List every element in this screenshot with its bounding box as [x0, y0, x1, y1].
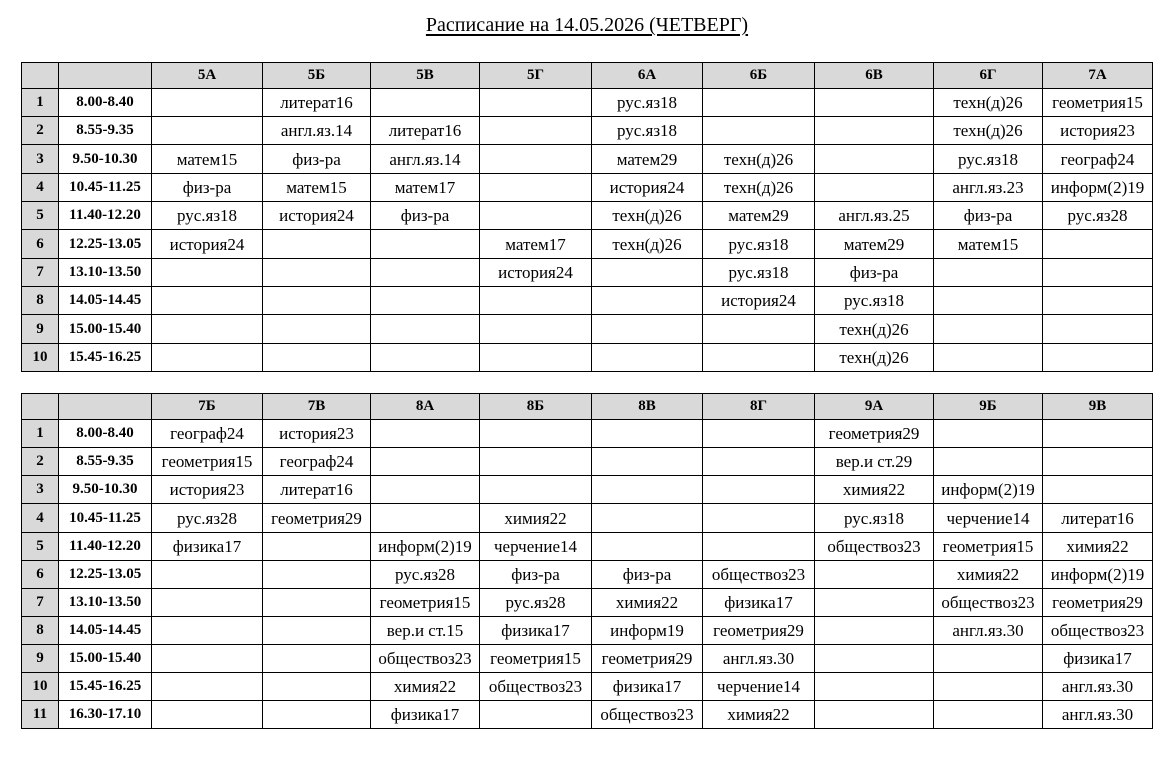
lesson-cell: англ.яз.25: [815, 202, 934, 230]
lesson-cell: [592, 420, 703, 448]
table-row: [22, 344, 1153, 372]
lesson-cell: [371, 287, 480, 315]
lesson-time: 9.50-10.30: [59, 476, 152, 504]
class-header: 5А: [152, 63, 263, 89]
lesson-cell: рус.яз18: [592, 117, 703, 145]
class-header: 7В: [263, 394, 371, 420]
lesson-cell: физика17: [592, 673, 703, 701]
class-header: 6А: [592, 63, 703, 89]
schedule-table-2: [21, 393, 1153, 729]
lesson-cell: информ(2)19: [371, 533, 480, 561]
lesson-cell: матем15: [934, 230, 1043, 259]
lesson-cell: обществоз23: [480, 673, 592, 701]
lesson-cell: рус.яз18: [703, 230, 815, 259]
lesson-cell: [263, 701, 371, 729]
lesson-number: 11: [22, 701, 59, 729]
lesson-cell: химия22: [1043, 533, 1153, 561]
lesson-time: 10.45-11.25: [59, 504, 152, 533]
lesson-cell: рус.яз28: [152, 504, 263, 533]
lesson-cell: [263, 561, 371, 589]
lesson-cell: [263, 617, 371, 645]
lesson-cell: геометрия15: [152, 448, 263, 476]
lesson-cell: [815, 589, 934, 617]
lesson-cell: информ(2)19: [1043, 174, 1153, 202]
lesson-time: 14.05-14.45: [59, 617, 152, 645]
page-title-text: Расписание на 14.05.2026 (ЧЕТВЕРГ): [425, 14, 749, 36]
lesson-cell: [371, 448, 480, 476]
lesson-number: 6: [22, 561, 59, 589]
lesson-cell: обществоз23: [815, 533, 934, 561]
header-blank-cell: [22, 394, 59, 420]
lesson-cell: [815, 174, 934, 202]
lesson-cell: матем17: [371, 174, 480, 202]
lesson-cell: история24: [703, 287, 815, 315]
lesson-cell: [152, 287, 263, 315]
lesson-cell: [263, 673, 371, 701]
lesson-number: 1: [22, 89, 59, 117]
lesson-number: 10: [22, 673, 59, 701]
class-header: 8Г: [703, 394, 815, 420]
lesson-cell: история23: [263, 420, 371, 448]
lesson-cell: [934, 259, 1043, 287]
lesson-number: 5: [22, 533, 59, 561]
class-header: 6Г: [934, 63, 1043, 89]
lesson-time: 13.10-13.50: [59, 259, 152, 287]
lesson-cell: [263, 230, 371, 259]
lesson-cell: [371, 259, 480, 287]
lesson-cell: географ24: [263, 448, 371, 476]
lesson-cell: геометрия29: [592, 645, 703, 673]
class-header: 5В: [371, 63, 480, 89]
lesson-time: 13.10-13.50: [59, 589, 152, 617]
table-row: [22, 259, 1153, 287]
lesson-cell: [263, 315, 371, 344]
lesson-cell: физ-ра: [152, 174, 263, 202]
lesson-cell: техн(д)26: [934, 117, 1043, 145]
lesson-cell: геометрия29: [815, 420, 934, 448]
lesson-time: 8.55-9.35: [59, 117, 152, 145]
lesson-number: 6: [22, 230, 59, 259]
lesson-number: 1: [22, 420, 59, 448]
lesson-time: 15.00-15.40: [59, 315, 152, 344]
lesson-cell: геометрия15: [371, 589, 480, 617]
lesson-cell: [703, 533, 815, 561]
schedule-table-1: [21, 62, 1153, 372]
lesson-cell: литерат16: [263, 476, 371, 504]
lesson-cell: [1043, 287, 1153, 315]
lesson-cell: [152, 259, 263, 287]
lesson-cell: геометрия15: [1043, 89, 1153, 117]
lesson-cell: [152, 89, 263, 117]
lesson-cell: [480, 476, 592, 504]
lesson-cell: [934, 315, 1043, 344]
lesson-cell: черчение14: [703, 673, 815, 701]
lesson-cell: техн(д)26: [592, 230, 703, 259]
table-row: [22, 504, 1153, 533]
lesson-cell: географ24: [1043, 145, 1153, 174]
lesson-cell: литерат16: [263, 89, 371, 117]
lesson-cell: история24: [480, 259, 592, 287]
lesson-cell: англ.яз.14: [371, 145, 480, 174]
lesson-time: 14.05-14.45: [59, 287, 152, 315]
lesson-cell: [480, 145, 592, 174]
table-row: [22, 589, 1153, 617]
class-header: 8В: [592, 394, 703, 420]
lesson-cell: рус.яз28: [371, 561, 480, 589]
lesson-cell: литерат16: [371, 117, 480, 145]
lesson-cell: [152, 117, 263, 145]
lesson-cell: геометрия29: [1043, 589, 1153, 617]
table-row: [22, 533, 1153, 561]
class-header: 5Г: [480, 63, 592, 89]
lesson-cell: вер.и ст.29: [815, 448, 934, 476]
lesson-cell: физ-ра: [480, 561, 592, 589]
lesson-cell: [934, 344, 1043, 372]
lesson-cell: рус.яз18: [592, 89, 703, 117]
lesson-cell: [480, 701, 592, 729]
lesson-cell: [371, 420, 480, 448]
lesson-cell: [592, 448, 703, 476]
lesson-cell: [152, 673, 263, 701]
lesson-number: 3: [22, 476, 59, 504]
lesson-cell: физ-ра: [263, 145, 371, 174]
lesson-cell: [1043, 230, 1153, 259]
lesson-cell: [152, 561, 263, 589]
page-title: [0, 14, 1174, 37]
lesson-cell: [592, 259, 703, 287]
lesson-time: 16.30-17.10: [59, 701, 152, 729]
table-row: [22, 701, 1153, 729]
lesson-cell: рус.яз28: [1043, 202, 1153, 230]
lesson-cell: химия22: [703, 701, 815, 729]
lesson-cell: история23: [1043, 117, 1153, 145]
class-header: 7Б: [152, 394, 263, 420]
lesson-cell: история24: [152, 230, 263, 259]
table-row: [22, 145, 1153, 174]
lesson-time: 12.25-13.05: [59, 230, 152, 259]
lesson-cell: матем29: [815, 230, 934, 259]
lesson-cell: [371, 230, 480, 259]
lesson-cell: [815, 561, 934, 589]
table-row: [22, 117, 1153, 145]
lesson-cell: информ(2)19: [934, 476, 1043, 504]
lesson-cell: [263, 589, 371, 617]
lesson-cell: англ.яз.30: [703, 645, 815, 673]
lesson-cell: физика17: [1043, 645, 1153, 673]
lesson-cell: геометрия29: [263, 504, 371, 533]
lesson-cell: [480, 117, 592, 145]
lesson-cell: географ24: [152, 420, 263, 448]
lesson-cell: информ19: [592, 617, 703, 645]
lesson-cell: англ.яз.23: [934, 174, 1043, 202]
lesson-number: 8: [22, 287, 59, 315]
lesson-cell: черчение14: [934, 504, 1043, 533]
lesson-cell: черчение14: [480, 533, 592, 561]
table-row: [22, 673, 1153, 701]
lesson-time: 11.40-12.20: [59, 533, 152, 561]
lesson-cell: [263, 533, 371, 561]
table-row: [22, 645, 1153, 673]
lesson-cell: [480, 344, 592, 372]
lesson-number: 2: [22, 448, 59, 476]
class-header: 9Б: [934, 394, 1043, 420]
lesson-cell: [480, 448, 592, 476]
lesson-cell: [152, 645, 263, 673]
lesson-cell: [815, 673, 934, 701]
lesson-cell: [480, 174, 592, 202]
class-header: 5Б: [263, 63, 371, 89]
table-row: [22, 174, 1153, 202]
header-row: [22, 63, 1153, 89]
lesson-cell: [934, 645, 1043, 673]
table-row: [22, 287, 1153, 315]
lesson-cell: химия22: [934, 561, 1043, 589]
lesson-cell: [815, 645, 934, 673]
lesson-number: 3: [22, 145, 59, 174]
lesson-cell: химия22: [592, 589, 703, 617]
lesson-cell: рус.яз28: [480, 589, 592, 617]
table-row: [22, 202, 1153, 230]
class-header: 9В: [1043, 394, 1153, 420]
lesson-cell: техн(д)26: [815, 344, 934, 372]
header-blank-cell: [59, 63, 152, 89]
lesson-cell: [152, 315, 263, 344]
lesson-cell: [934, 701, 1043, 729]
lesson-cell: [263, 645, 371, 673]
class-header: 6В: [815, 63, 934, 89]
lesson-cell: физ-ра: [592, 561, 703, 589]
lesson-cell: обществоз23: [592, 701, 703, 729]
lesson-cell: [592, 344, 703, 372]
lesson-time: 8.00-8.40: [59, 420, 152, 448]
lesson-cell: англ.яз.14: [263, 117, 371, 145]
lesson-cell: [152, 589, 263, 617]
lesson-time: 10.45-11.25: [59, 174, 152, 202]
lesson-cell: обществоз23: [703, 561, 815, 589]
lesson-cell: [815, 617, 934, 645]
lesson-number: 2: [22, 117, 59, 145]
lesson-cell: [263, 344, 371, 372]
lesson-cell: матем29: [592, 145, 703, 174]
lesson-cell: матем17: [480, 230, 592, 259]
lesson-cell: [152, 344, 263, 372]
lesson-number: 10: [22, 344, 59, 372]
lesson-time: 11.40-12.20: [59, 202, 152, 230]
lesson-cell: техн(д)26: [815, 315, 934, 344]
lesson-cell: [934, 287, 1043, 315]
lesson-cell: техн(д)26: [703, 145, 815, 174]
table-row: [22, 476, 1153, 504]
lesson-cell: [703, 315, 815, 344]
lesson-cell: рус.яз18: [152, 202, 263, 230]
lesson-cell: [592, 315, 703, 344]
lesson-cell: [815, 89, 934, 117]
lesson-cell: [1043, 448, 1153, 476]
class-header: 8А: [371, 394, 480, 420]
lesson-cell: химия22: [371, 673, 480, 701]
lesson-cell: [480, 315, 592, 344]
lesson-cell: физика17: [152, 533, 263, 561]
lesson-cell: англ.яз.30: [934, 617, 1043, 645]
lesson-cell: техн(д)26: [934, 89, 1043, 117]
lesson-cell: рус.яз18: [815, 287, 934, 315]
lesson-time: 15.45-16.25: [59, 344, 152, 372]
lesson-cell: матем15: [152, 145, 263, 174]
header-blank-cell: [59, 394, 152, 420]
lesson-cell: вер.и ст.15: [371, 617, 480, 645]
table-row: [22, 617, 1153, 645]
lesson-cell: литерат16: [1043, 504, 1153, 533]
class-header: 9А: [815, 394, 934, 420]
lesson-cell: [703, 504, 815, 533]
lesson-cell: физика17: [371, 701, 480, 729]
lesson-cell: [815, 145, 934, 174]
lesson-cell: [371, 89, 480, 117]
table-row: [22, 230, 1153, 259]
lesson-cell: [703, 420, 815, 448]
lesson-number: 5: [22, 202, 59, 230]
lesson-cell: [371, 476, 480, 504]
lesson-cell: [815, 117, 934, 145]
lesson-cell: физика17: [480, 617, 592, 645]
lesson-cell: история24: [592, 174, 703, 202]
lesson-cell: [152, 617, 263, 645]
lesson-cell: англ.яз.30: [1043, 673, 1153, 701]
lesson-cell: история24: [263, 202, 371, 230]
lesson-cell: [815, 701, 934, 729]
lesson-cell: [480, 202, 592, 230]
lesson-cell: [152, 701, 263, 729]
lesson-cell: геометрия15: [480, 645, 592, 673]
lesson-cell: матем15: [263, 174, 371, 202]
lesson-cell: [263, 259, 371, 287]
lesson-cell: [480, 420, 592, 448]
lesson-time: 8.55-9.35: [59, 448, 152, 476]
header-blank-cell: [22, 63, 59, 89]
lesson-cell: [934, 673, 1043, 701]
lesson-cell: физика17: [703, 589, 815, 617]
table-row: [22, 89, 1153, 117]
lesson-cell: [263, 287, 371, 315]
lesson-cell: [592, 476, 703, 504]
lesson-number: 7: [22, 589, 59, 617]
lesson-cell: обществоз23: [371, 645, 480, 673]
lesson-cell: [592, 287, 703, 315]
lesson-cell: [371, 344, 480, 372]
class-header: 7А: [1043, 63, 1153, 89]
lesson-cell: [371, 315, 480, 344]
lesson-cell: [703, 344, 815, 372]
lesson-time: 8.00-8.40: [59, 89, 152, 117]
lesson-cell: [703, 476, 815, 504]
lesson-cell: [703, 448, 815, 476]
lesson-cell: [1043, 344, 1153, 372]
lesson-cell: [480, 89, 592, 117]
lesson-cell: [703, 117, 815, 145]
lesson-time: 15.45-16.25: [59, 673, 152, 701]
lesson-number: 4: [22, 174, 59, 202]
lesson-cell: обществоз23: [1043, 617, 1153, 645]
lesson-number: 9: [22, 645, 59, 673]
table-row: [22, 561, 1153, 589]
lesson-cell: рус.яз18: [703, 259, 815, 287]
lesson-cell: информ(2)19: [1043, 561, 1153, 589]
lesson-number: 7: [22, 259, 59, 287]
table-row: [22, 448, 1153, 476]
lesson-cell: [480, 287, 592, 315]
lesson-cell: рус.яз18: [815, 504, 934, 533]
lesson-cell: [934, 420, 1043, 448]
lesson-cell: обществоз23: [934, 589, 1043, 617]
lesson-cell: [592, 533, 703, 561]
lesson-cell: [371, 504, 480, 533]
lesson-cell: химия22: [815, 476, 934, 504]
lesson-cell: [1043, 259, 1153, 287]
lesson-cell: рус.яз18: [934, 145, 1043, 174]
class-header: 6Б: [703, 63, 815, 89]
lesson-cell: техн(д)26: [592, 202, 703, 230]
lesson-cell: физ-ра: [934, 202, 1043, 230]
lesson-cell: геометрия29: [703, 617, 815, 645]
lesson-cell: [1043, 315, 1153, 344]
lesson-cell: [934, 448, 1043, 476]
lesson-cell: физ-ра: [815, 259, 934, 287]
lesson-number: 4: [22, 504, 59, 533]
lesson-time: 15.00-15.40: [59, 645, 152, 673]
header-row: [22, 394, 1153, 420]
lesson-cell: техн(д)26: [703, 174, 815, 202]
lesson-cell: [1043, 476, 1153, 504]
class-header: 8Б: [480, 394, 592, 420]
lesson-time: 9.50-10.30: [59, 145, 152, 174]
lesson-cell: англ.яз.30: [1043, 701, 1153, 729]
table-row: [22, 315, 1153, 344]
lesson-cell: матем29: [703, 202, 815, 230]
lesson-cell: [1043, 420, 1153, 448]
lesson-cell: физ-ра: [371, 202, 480, 230]
lesson-cell: история23: [152, 476, 263, 504]
lesson-cell: геометрия15: [934, 533, 1043, 561]
lesson-cell: [592, 504, 703, 533]
lesson-number: 8: [22, 617, 59, 645]
lesson-time: 12.25-13.05: [59, 561, 152, 589]
lesson-cell: химия22: [480, 504, 592, 533]
lesson-cell: [703, 89, 815, 117]
table-row: [22, 420, 1153, 448]
lesson-number: 9: [22, 315, 59, 344]
